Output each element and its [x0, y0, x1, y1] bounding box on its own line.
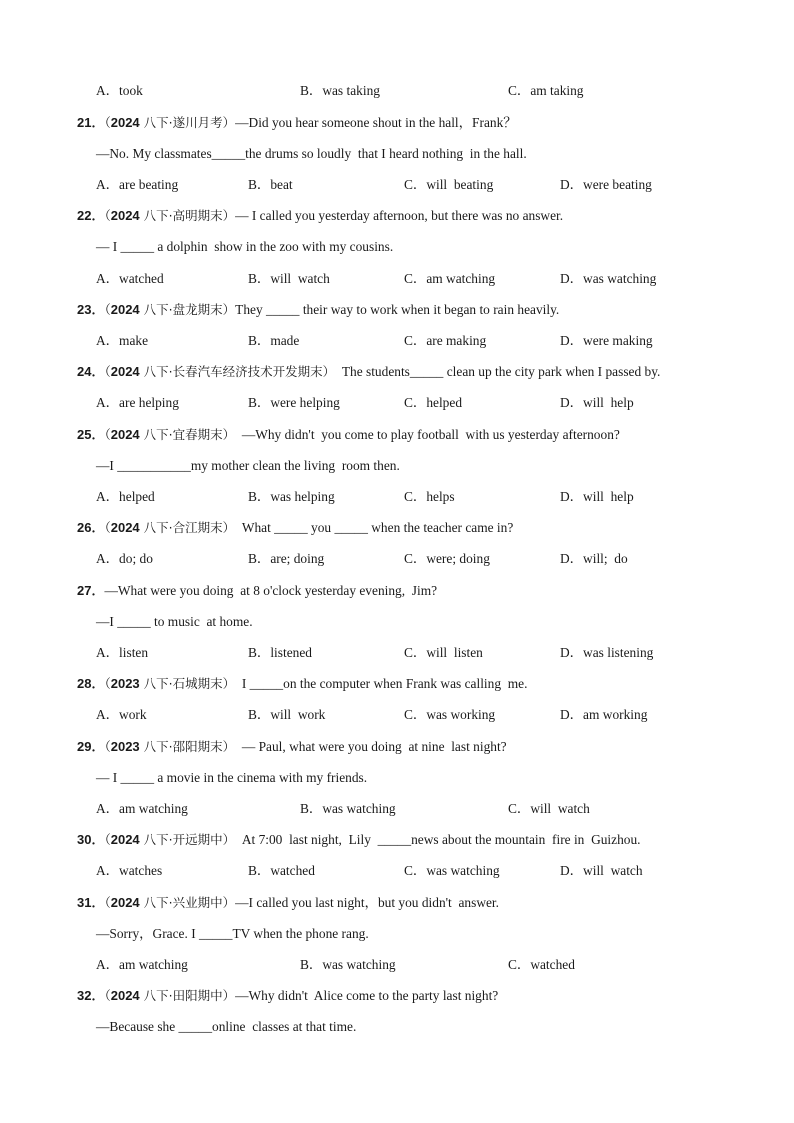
question-stem: —I called you last night，but you didn't answer.: [235, 895, 500, 910]
question-source: （2024 八下·长春汽车经济技术开发期末）: [104, 364, 336, 379]
option-a[interactable]: A．work: [96, 707, 147, 722]
question-source: （2024 八下·田阳期中）: [104, 988, 236, 1003]
option-c[interactable]: C．was watching: [404, 863, 500, 878]
option-b[interactable]: B．was taking: [300, 83, 380, 98]
question-23-header: [77, 302, 559, 318]
option-d[interactable]: D．will help: [560, 489, 634, 504]
option-a[interactable]: A．helped: [96, 489, 155, 504]
question-source: （2023 八下·邵阳期末）: [104, 739, 236, 754]
question-21-header: [77, 115, 517, 131]
question-number: 23．: [77, 302, 105, 317]
option-b[interactable]: B．listened: [248, 645, 312, 660]
option-c[interactable]: C．watched: [508, 957, 575, 972]
question-28-header: [77, 676, 527, 692]
option-b[interactable]: B．was helping: [248, 489, 335, 504]
option-d[interactable]: D．was watching: [560, 271, 657, 286]
option-c[interactable]: C．was working: [404, 707, 496, 722]
question-29-header: [77, 739, 507, 755]
option-b[interactable]: B．beat: [248, 177, 293, 192]
option-b[interactable]: B．are; doing: [248, 551, 325, 566]
option-c[interactable]: C．am taking: [508, 83, 584, 98]
option-c[interactable]: C．will watch: [508, 801, 590, 816]
question-number: 22．: [77, 208, 105, 223]
option-d[interactable]: D．am working: [560, 707, 648, 722]
option-b[interactable]: B．was watching: [300, 801, 396, 816]
question-26-header: [77, 520, 513, 536]
question-stem: —Sorry，Grace. I _____TV when the phone rang.: [96, 926, 369, 941]
option-c[interactable]: C．were; doing: [404, 551, 490, 566]
option-a[interactable]: A．do; do: [96, 551, 153, 566]
option-a[interactable]: A．am watching: [96, 801, 188, 816]
question-stem: — Paul, what were you doing at nine last night?: [235, 739, 507, 754]
option-c[interactable]: C．will beating: [404, 177, 494, 192]
question-stem: —Why didn't Alice come to the party last night?: [235, 988, 499, 1003]
option-b[interactable]: B．were helping: [248, 395, 340, 410]
question-number: 28．: [77, 676, 105, 691]
question-stem: —No. My classmates_____the drums so loudly that I heard nothing in the hall.: [96, 146, 527, 161]
question-stem: —Did you hear someone shout in the hall，Frank？: [235, 115, 517, 130]
question-number: 24．: [77, 364, 105, 379]
option-d[interactable]: D．were beating: [560, 177, 652, 192]
question-32-header: [77, 988, 498, 1004]
option-c[interactable]: C．will listen: [404, 645, 483, 660]
question-stem: —Because she _____online classes at that time.: [96, 1019, 357, 1034]
option-d[interactable]: D．was listening: [560, 645, 654, 660]
question-stem: What _____ you _____ when the teacher came in?: [235, 520, 514, 535]
option-b[interactable]: B．made: [248, 333, 300, 348]
option-c[interactable]: C．am watching: [404, 271, 496, 286]
option-a[interactable]: A．are beating: [96, 177, 179, 192]
option-a[interactable]: A．took: [96, 83, 143, 98]
question-stem: I _____on the computer when Frank was calling me.: [235, 676, 528, 691]
option-d[interactable]: D．were making: [560, 333, 653, 348]
question-source: （2024 八下·开远期中）: [104, 832, 236, 847]
option-d[interactable]: D．will; do: [560, 551, 628, 566]
question-stem: They _____ their way to work when it began to rain heavily.: [235, 302, 560, 317]
question-stem: — I called you yesterday afternoon, but there was no answer.: [235, 208, 564, 223]
question-source: （2024 八下·合江期末）: [104, 520, 236, 535]
question-stem: — I _____ a movie in the cinema with my friends.: [96, 770, 368, 785]
question-source: （2024 八下·遂川月考）: [104, 115, 236, 130]
option-a[interactable]: A．make: [96, 333, 149, 348]
question-stem: At 7:00 last night, Lily _____news about the mountain fire in Guizhou.: [235, 832, 641, 847]
option-b[interactable]: B．will watch: [248, 271, 330, 286]
option-a[interactable]: A．watches: [96, 863, 163, 878]
question-stem: —I _____ to music at home.: [96, 614, 253, 629]
question-source: （2024 八下·兴业期中）: [104, 895, 236, 910]
option-a[interactable]: A．am watching: [96, 957, 188, 972]
question-30-header: [77, 832, 641, 848]
question-31-header: [77, 895, 499, 911]
question-stem: —I ___________my mother clean the living room then.: [96, 458, 400, 473]
question-22-header: [77, 208, 563, 224]
option-c[interactable]: C．are making: [404, 333, 487, 348]
question-number: 29．: [77, 739, 105, 754]
option-d[interactable]: D．will watch: [560, 863, 643, 878]
option-d[interactable]: D．will help: [560, 395, 634, 410]
option-b[interactable]: B．watched: [248, 863, 315, 878]
question-stem: The students_____ clean up the city park when I passed by.: [335, 364, 661, 379]
question-24-header: [77, 364, 660, 380]
question-number: 31．: [77, 895, 105, 910]
question-stem: — I _____ a dolphin show in the zoo with my cousins.: [96, 239, 394, 254]
option-c[interactable]: C．helps: [404, 489, 455, 504]
option-a[interactable]: A．are helping: [96, 395, 179, 410]
option-c[interactable]: C．helped: [404, 395, 463, 410]
option-a[interactable]: A．listen: [96, 645, 149, 660]
question-number: 25．: [77, 427, 105, 442]
question-number: 21．: [77, 115, 105, 130]
question-25-header: [77, 427, 620, 443]
question-source: （2023 八下·石城期末）: [104, 676, 236, 691]
option-a[interactable]: A．watched: [96, 271, 164, 286]
question-27-header: [77, 583, 437, 599]
question-number: 30．: [77, 832, 105, 847]
question-number: 32．: [77, 988, 105, 1003]
option-b[interactable]: B．will work: [248, 707, 326, 722]
question-number: 27．: [77, 583, 105, 598]
question-source: （2024 八下·宜春期末）: [104, 427, 236, 442]
question-stem: —What were you doing at 8 o'clock yesterday evening, Jim?: [104, 583, 438, 598]
option-b[interactable]: B．was watching: [300, 957, 396, 972]
question-source: （2024 八下·高明期末）: [104, 208, 236, 223]
question-number: 26．: [77, 520, 105, 535]
question-source: （2024 八下·盘龙期末）: [104, 302, 236, 317]
question-stem: —Why didn't you come to play football with us yesterday afternoon?: [235, 427, 620, 442]
